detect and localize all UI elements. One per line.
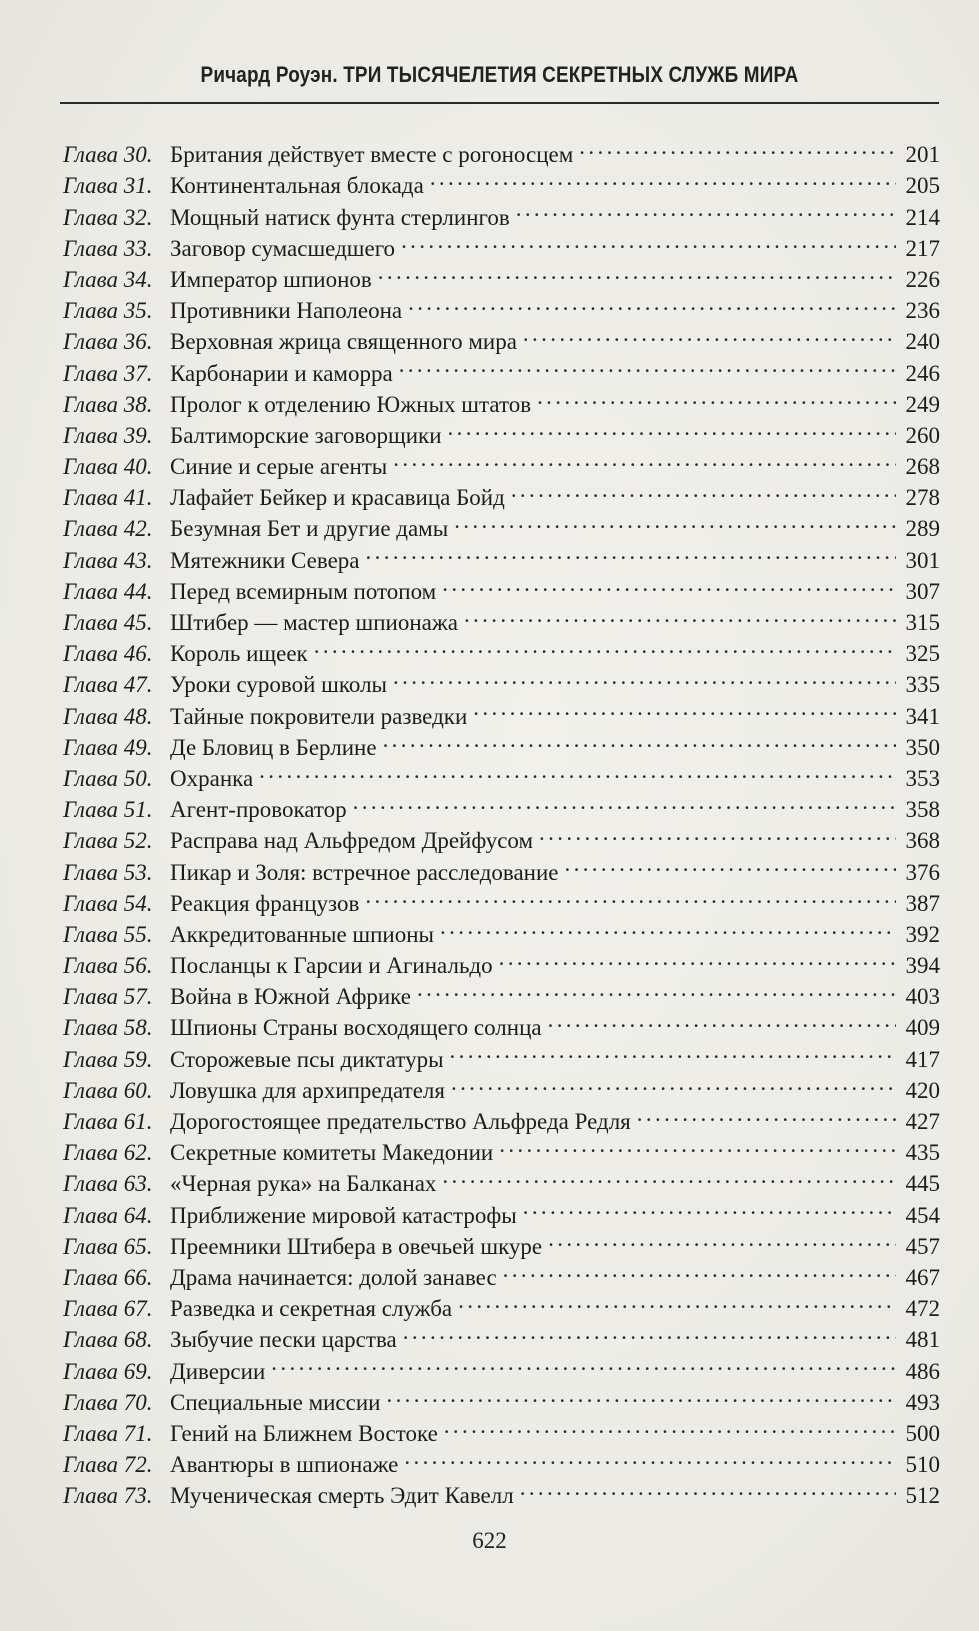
- chapter-title: Мученическая смерть Эдит Кавелл: [170, 1483, 514, 1509]
- dot-leader: [499, 1129, 896, 1160]
- chapter-page-number: 512: [905, 1483, 940, 1509]
- dot-leader: [454, 505, 896, 536]
- chapter-page-number: 315: [905, 610, 940, 635]
- chapter-label: Глава 52.: [63, 828, 153, 854]
- chapter-label: Глава 55.: [63, 921, 153, 947]
- chapter-title: Расправа над Альфредом Дрейфусом: [170, 828, 534, 854]
- chapter-label: Глава 44.: [63, 578, 153, 604]
- chapter-label: Глава 31.: [63, 173, 153, 199]
- chapter-title: Перед всемирным потопом: [170, 578, 437, 604]
- dot-leader: [365, 880, 896, 911]
- dot-leader: [516, 193, 896, 224]
- chapter-label: Глава 51.: [63, 797, 153, 823]
- chapter-page-number: 307: [905, 578, 940, 604]
- chapter-title: Война в Южной Африке: [170, 984, 411, 1010]
- chapter-title: Ловушка для архипредателя: [170, 1077, 445, 1103]
- chapter-label: Глава 50.: [63, 765, 153, 791]
- chapter-label: Глава 71.: [63, 1420, 153, 1446]
- chapter-page-number: 481: [905, 1327, 940, 1353]
- chapter-label: Глава 30.: [63, 142, 153, 168]
- chapter-title: Карбонарии и каморра: [170, 360, 393, 386]
- chapter-title: Тайные покровители разведки: [170, 703, 468, 729]
- chapter-label: Глава 70.: [63, 1389, 153, 1415]
- dot-leader: [271, 1347, 896, 1378]
- chapter-page-number: 335: [905, 672, 940, 698]
- chapter-label: Глава 69.: [63, 1358, 153, 1384]
- dot-leader: [499, 942, 896, 973]
- dot-leader: [386, 1379, 896, 1410]
- chapter-page-number: 350: [905, 734, 940, 760]
- running-head: Ричард Роуэн. ТРИ ТЫСЯЧЕЛЕТИЯ СЕКРЕТНЫХ СЛУЖБ МИРА: [200, 62, 799, 87]
- chapter-title: Аккредитованные шпионы: [170, 921, 435, 947]
- chapter-title: Драма начинается: долой занавес: [170, 1264, 497, 1290]
- chapter-label: Глава 40.: [63, 454, 153, 480]
- dot-leader: [450, 1035, 896, 1066]
- dot-leader: [451, 1067, 896, 1098]
- chapter-page-number: 394: [905, 953, 940, 979]
- chapter-page-number: 417: [905, 1046, 940, 1072]
- dot-leader: [637, 1098, 896, 1129]
- chapter-label: Глава 54.: [63, 890, 153, 916]
- chapter-title: Король ищеек: [170, 641, 308, 667]
- dot-leader: [464, 599, 896, 630]
- dot-leader: [404, 1441, 896, 1472]
- chapter-title: Сторожевые псы диктатуры: [170, 1046, 444, 1072]
- dot-leader: [579, 131, 896, 162]
- chapter-title: Противники Наполеона: [170, 298, 403, 324]
- chapter-label: Глава 61.: [63, 1109, 153, 1134]
- chapter-page-number: 278: [905, 485, 940, 511]
- chapter-page-number: 467: [905, 1264, 940, 1290]
- dot-leader: [393, 661, 896, 692]
- chapter-page-number: 201: [905, 142, 940, 168]
- chapter-page-number: 510: [905, 1452, 940, 1478]
- table-of-contents: [63, 131, 940, 1509]
- chapter-label: Глава 66.: [63, 1264, 153, 1290]
- dot-leader: [448, 412, 896, 443]
- chapter-page-number: 457: [905, 1233, 940, 1259]
- chapter-label: Глава 46.: [63, 641, 153, 667]
- dot-leader: [503, 1254, 896, 1285]
- chapter-label: Глава 67.: [63, 1296, 153, 1322]
- chapter-title: Де Бловиц в Берлине: [170, 734, 377, 760]
- chapter-title: Штибер — мастер шпионажа: [170, 610, 458, 635]
- dot-leader: [473, 692, 896, 723]
- chapter-label: Глава 63.: [63, 1171, 153, 1197]
- chapter-page-number: 289: [905, 516, 940, 542]
- chapter-title: Пролог к отделению Южных штатов: [170, 391, 532, 417]
- chapter-page-number: 341: [905, 703, 940, 729]
- chapter-title: Преемники Штибера в овечьей шкуре: [170, 1233, 543, 1259]
- dot-leader: [366, 536, 896, 567]
- chapter-page-number: 435: [905, 1140, 940, 1166]
- chapter-page-number: 420: [905, 1077, 940, 1103]
- chapter-title: «Черная рука» на Балканах: [170, 1171, 437, 1197]
- chapter-label: Глава 59.: [63, 1046, 153, 1072]
- chapter-label: Глава 64.: [63, 1202, 153, 1228]
- chapter-label: Глава 62.: [63, 1140, 153, 1166]
- chapter-page-number: 454: [905, 1202, 940, 1228]
- chapter-page-number: 301: [905, 547, 940, 573]
- dot-leader: [442, 568, 896, 599]
- chapter-page-number: 368: [905, 828, 940, 854]
- chapter-title: Заговор сумасшедшего: [170, 235, 396, 261]
- dot-leader: [539, 817, 896, 848]
- chapter-title: Пикар и Золя: встречное расследование: [170, 859, 559, 885]
- chapter-title: Посланцы к Гарсии и Агинальдо: [170, 953, 493, 979]
- chapter-page-number: 353: [905, 765, 940, 791]
- chapter-label: Глава 38.: [63, 391, 153, 417]
- dot-leader: [378, 256, 896, 287]
- dot-leader: [548, 1223, 896, 1254]
- chapter-page-number: 226: [905, 266, 940, 292]
- chapter-title: Разведка и секретная служба: [170, 1296, 453, 1322]
- chapter-title: Диверсии: [170, 1358, 266, 1384]
- chapter-label: Глава 47.: [63, 672, 153, 698]
- chapter-title: Охранка: [170, 765, 254, 791]
- chapter-label: Глава 35.: [63, 298, 153, 324]
- chapter-page-number: 445: [905, 1171, 940, 1197]
- header-rule: [60, 102, 939, 104]
- dot-leader: [314, 630, 896, 661]
- chapter-title: Синие и серые агенты: [170, 454, 388, 480]
- chapter-page-number: 325: [905, 641, 940, 667]
- dot-leader: [444, 1410, 896, 1441]
- chapter-title: Император шпионов: [170, 266, 372, 292]
- chapter-title: Балтиморские заговорщики: [170, 422, 442, 448]
- chapter-title: Верховная жрица священного мира: [170, 329, 517, 355]
- chapter-page-number: 500: [905, 1420, 940, 1446]
- chapter-label: Глава 65.: [63, 1233, 153, 1259]
- chapter-label: Глава 37.: [63, 360, 153, 386]
- dot-leader: [458, 1285, 896, 1316]
- dot-leader: [430, 162, 896, 193]
- chapter-page-number: 217: [905, 235, 940, 261]
- chapter-title: Шпионы Страны восходящего солнца: [170, 1015, 542, 1041]
- dot-leader: [383, 724, 896, 755]
- chapter-label: Глава 73.: [63, 1483, 153, 1509]
- chapter-title: Уроки суровой школы: [170, 672, 388, 698]
- dot-leader: [399, 349, 896, 380]
- chapter-page-number: 392: [905, 921, 940, 947]
- dot-leader: [408, 287, 896, 318]
- chapter-page-number: 403: [905, 984, 940, 1010]
- dot-leader: [442, 1160, 896, 1191]
- dot-leader: [520, 1472, 896, 1503]
- chapter-page-number: 236: [905, 298, 940, 324]
- chapter-title: Авантюры в шпионаже: [170, 1452, 399, 1478]
- dot-leader: [259, 755, 896, 786]
- chapter-page-number: 260: [905, 422, 940, 448]
- chapter-title: Секретные комитеты Македонии: [170, 1140, 494, 1166]
- chapter-page-number: 358: [905, 797, 940, 823]
- chapter-title: Континентальная блокада: [170, 173, 424, 199]
- chapter-page-number: 427: [905, 1109, 940, 1134]
- chapter-label: Глава 60.: [63, 1077, 153, 1103]
- chapter-label: Глава 53.: [63, 859, 153, 885]
- chapter-page-number: 249: [905, 391, 940, 417]
- dot-leader: [353, 786, 896, 817]
- chapter-title: Приближение мировой катастрофы: [170, 1202, 517, 1228]
- chapter-label: Глава 39.: [63, 422, 153, 448]
- dot-leader: [523, 318, 896, 349]
- toc-entry: [63, 131, 940, 168]
- chapter-page-number: 376: [905, 859, 940, 885]
- chapter-page-number: 205: [905, 173, 940, 199]
- chapter-title: Безумная Бет и другие дамы: [170, 516, 449, 542]
- dot-leader: [401, 225, 896, 256]
- dot-leader: [548, 1004, 896, 1035]
- chapter-title: Агент-провокатор: [170, 797, 347, 823]
- dot-leader: [393, 443, 896, 474]
- chapter-label: Глава 48.: [63, 703, 153, 729]
- chapter-title: Британия действует вместе с рогоносцем: [170, 142, 574, 168]
- chapter-title: Гений на Ближнем Востоке: [170, 1420, 438, 1446]
- chapter-title: Мятежники Севера: [170, 547, 360, 573]
- chapter-label: Глава 56.: [63, 953, 153, 979]
- chapter-page-number: 409: [905, 1015, 940, 1041]
- chapter-label: Глава 33.: [63, 235, 153, 261]
- dot-leader: [523, 1191, 896, 1222]
- dot-leader: [403, 1316, 896, 1347]
- dot-leader: [565, 848, 897, 879]
- chapter-label: Глава 41.: [63, 485, 153, 511]
- chapter-label: Глава 32.: [63, 204, 153, 230]
- chapter-label: Глава 58.: [63, 1015, 153, 1041]
- chapter-label: Глава 68.: [63, 1327, 153, 1353]
- chapter-label: Глава 57.: [63, 984, 153, 1010]
- chapter-page-number: 268: [905, 454, 940, 480]
- chapter-title: Мощный натиск фунта стерлингов: [170, 204, 510, 230]
- chapter-page-number: 472: [905, 1296, 940, 1322]
- chapter-label: Глава 34.: [63, 266, 153, 292]
- dot-leader: [537, 381, 896, 412]
- chapter-title: Дорогостоящее предательство Альфреда Редля: [170, 1109, 631, 1134]
- chapter-title: Лафайет Бейкер и красавица Бойд: [170, 485, 505, 511]
- chapter-page-number: 387: [905, 890, 940, 916]
- chapter-title: Реакция французов: [170, 890, 360, 916]
- chapter-label: Глава 43.: [63, 547, 153, 573]
- chapter-page-number: 246: [905, 360, 940, 386]
- chapter-label: Глава 72.: [63, 1452, 153, 1478]
- dot-leader: [417, 973, 896, 1004]
- chapter-page-number: 486: [905, 1358, 940, 1384]
- chapter-title: Специальные миссии: [170, 1389, 381, 1415]
- chapter-label: Глава 36.: [63, 329, 153, 355]
- dot-leader: [511, 474, 896, 505]
- chapter-title: Зыбучие пески царства: [170, 1327, 397, 1353]
- chapter-page-number: 240: [905, 329, 940, 355]
- chapter-page-number: 214: [905, 204, 940, 230]
- page-number: 622: [472, 1528, 507, 1553]
- chapter-label: Глава 42.: [63, 516, 153, 542]
- chapter-label: Глава 45.: [63, 610, 153, 635]
- chapter-page-number: 493: [905, 1389, 940, 1415]
- dot-leader: [440, 911, 896, 942]
- chapter-label: Глава 49.: [63, 734, 153, 760]
